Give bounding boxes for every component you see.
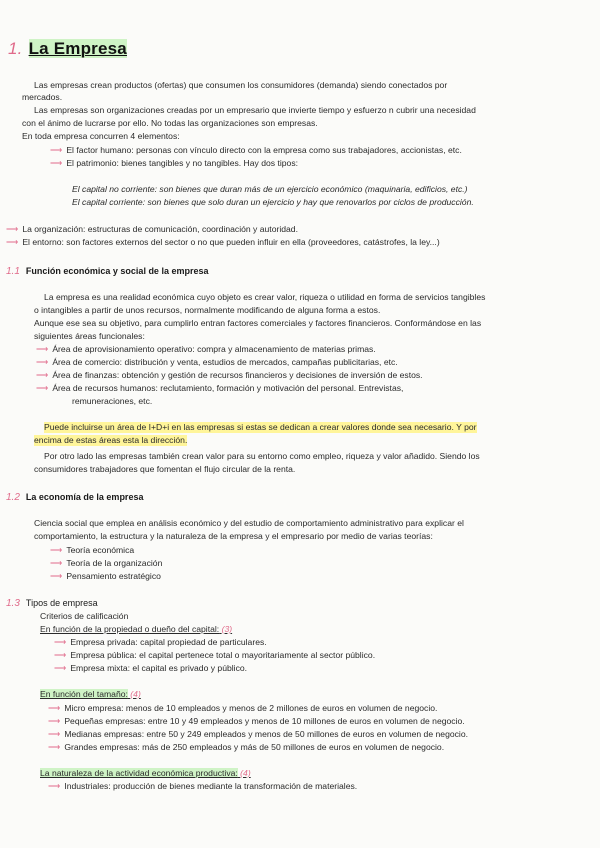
theory-2: ⟶ Teoría de la organización xyxy=(50,558,163,568)
section-1-1-heading: 1.1 Función económica y social de la empresa xyxy=(6,266,209,277)
s11-line-2: o intangibles a partir de unos recursos, normalmente modificando de alguna forma a estos. xyxy=(34,305,381,315)
arrow-icon: ⟶ xyxy=(50,158,63,168)
arrow-icon: ⟶ xyxy=(48,716,61,726)
s11-line-4: siguientes áreas funcionales: xyxy=(34,331,145,341)
nat-industriales: ⟶ Industriales: producción de bienes mediante la transformación de materiales. xyxy=(48,781,358,791)
arrow-icon: ⟶ xyxy=(36,370,49,380)
arrow-icon: ⟶ xyxy=(36,383,49,393)
arrow-icon: ⟶ xyxy=(50,558,63,568)
title-text: La Empresa xyxy=(28,39,127,58)
arrow-icon: ⟶ xyxy=(6,237,19,247)
capital-no-corriente: El capital no corriente: son bienes que duran más de un ejercicio económico (maquinaria, edificios, etc.) xyxy=(72,184,468,194)
s11-line-3: Aunque ese sea su objetivo, para cumplirlo entran factores comerciales y factores financieros. Conformándose en las xyxy=(34,318,482,328)
section-1-2-heading: 1.2 La economía de la empresa xyxy=(6,492,144,503)
element-entorno: ⟶ El entorno: son factores externos del sector o no que pueden influir en ella (proveedores, catástrofes, la ley...) xyxy=(6,237,440,247)
size-mediana: ⟶ Medianas empresas: entre 50 y 249 empleados y menos de 50 millones de euros en volumen de negocio. xyxy=(48,729,468,739)
area-finanzas: ⟶ Área de finanzas: obtención y gestión de recursos financieros y decisiones de inversión de estos. xyxy=(36,370,423,380)
arrow-icon: ⟶ xyxy=(48,703,61,713)
element-organizacion: ⟶ La organización: estructuras de comunicación, coordinación y autoridad. xyxy=(6,224,298,234)
intro-line-5: En toda empresa concurren 4 elementos: xyxy=(22,131,180,141)
s11-extra-4: consumidores trabajadores que fomentan el flujo circular de la renta. xyxy=(34,464,296,474)
area-rrhh-cont: remuneraciones, etc. xyxy=(72,396,153,406)
area-rrhh: ⟶ Área de recursos humanos: reclutamiento, formación y motivación del personal. Entrevistas, xyxy=(36,383,404,393)
s11-extra-2: encima de estas áreas esta la dirección. xyxy=(34,435,188,445)
arrow-icon: ⟶ xyxy=(48,742,61,752)
prop-heading: En función de la propiedad o dueño del capital: (3) xyxy=(40,624,233,634)
arrow-icon: ⟶ xyxy=(36,344,49,354)
section-1-3-heading: 1.3 Tipos de empresa xyxy=(6,598,98,609)
area-comercio: ⟶ Área de comercio: distribución y venta, estudios de mercados, campañas publicitarias, etc. xyxy=(36,357,398,367)
s11-extra-1: Puede incluirse un área de I+D+i en las empresas si estas se dedican a crear valores donde sea necesario. Y por xyxy=(44,422,477,432)
s12-line-1: Ciencia social que emplea en análisis económico y del estudio de comportamiento administrativo para explicar el xyxy=(34,518,464,528)
element-patrimonio: ⟶ El patrimonio: bienes tangibles y no tangibles. Hay dos tipos: xyxy=(50,158,299,168)
prop-publica: ⟶ Empresa pública: el capital pertenece total o mayoritariamente al sector público. xyxy=(54,650,376,660)
title-number: 1. xyxy=(8,39,23,58)
area-aprovisionamiento: ⟶ Área de aprovisionamiento operativo: compra y almacenamiento de materias primas. xyxy=(36,344,376,354)
arrow-icon: ⟶ xyxy=(54,650,67,660)
arrow-icon: ⟶ xyxy=(6,224,19,234)
arrow-icon: ⟶ xyxy=(50,545,63,555)
intro-line-2: mercados. xyxy=(22,92,63,102)
arrow-icon: ⟶ xyxy=(54,663,67,673)
prop-mixta: ⟶ Empresa mixta: el capital es privado y público. xyxy=(54,663,248,673)
intro-line-3: Las empresas son organizaciones creadas por un empresario que invierte tiempo y esfuerzo n cubrir una necesidad xyxy=(34,105,476,115)
s11-extra-3: Por otro lado las empresas también crean valor para su entorno como empleo, riqueza y valor añadido. Siendo los xyxy=(44,451,480,461)
arrow-icon: ⟶ xyxy=(48,781,61,791)
criteria-label: Criterios de calificación xyxy=(40,611,129,621)
size-heading: En función del tamaño: (4) xyxy=(40,689,141,699)
intro-line-4: con el ánimo de lucrarse por ello. No todas las organizaciones son empresas. xyxy=(22,118,318,128)
s12-line-2: comportamiento, la estructura y la naturaleza de la empresa y el empresario por medio de varias teorías: xyxy=(34,531,433,541)
size-micro: ⟶ Micro empresa: menos de 10 empleados y menos de 2 millones de euros en volumen de negocio. xyxy=(48,703,438,713)
page-title xyxy=(8,39,127,58)
nat-heading: La naturaleza de la actividad económica productiva: (4) xyxy=(40,768,251,778)
arrow-icon: ⟶ xyxy=(50,571,63,581)
arrow-icon: ⟶ xyxy=(50,145,63,155)
s11-line-1: La empresa es una realidad económica cuyo objeto es crear valor, riqueza o utilidad en forma de servicios tangibles xyxy=(44,292,486,302)
prop-privada: ⟶ Empresa privada: capital propiedad de particulares. xyxy=(54,637,267,647)
arrow-icon: ⟶ xyxy=(36,357,49,367)
arrow-icon: ⟶ xyxy=(48,729,61,739)
size-pequena: ⟶ Pequeñas empresas: entre 10 y 49 empleados y menos de 10 millones de euros en volumen de negocio. xyxy=(48,716,465,726)
element-factor-humano: ⟶ El factor humano: personas con vínculo directo con la empresa como sus trabajadores, accionistas, etc. xyxy=(50,145,462,155)
intro-line-1: Las empresas crean productos (ofertas) que consumen los consumidores (demanda) siendo conectados por xyxy=(34,80,448,90)
size-grande: ⟶ Grandes empresas: más de 250 empleados y más de 50 millones de euros en volumen de negocio. xyxy=(48,742,445,752)
arrow-icon: ⟶ xyxy=(54,637,67,647)
capital-corriente: El capital corriente: son bienes que solo duran un ejercicio y hay que renovarlos por ciclos de producción. xyxy=(72,197,474,207)
theory-1: ⟶ Teoría económica xyxy=(50,545,135,555)
theory-3: ⟶ Pensamiento estratégico xyxy=(50,571,161,581)
